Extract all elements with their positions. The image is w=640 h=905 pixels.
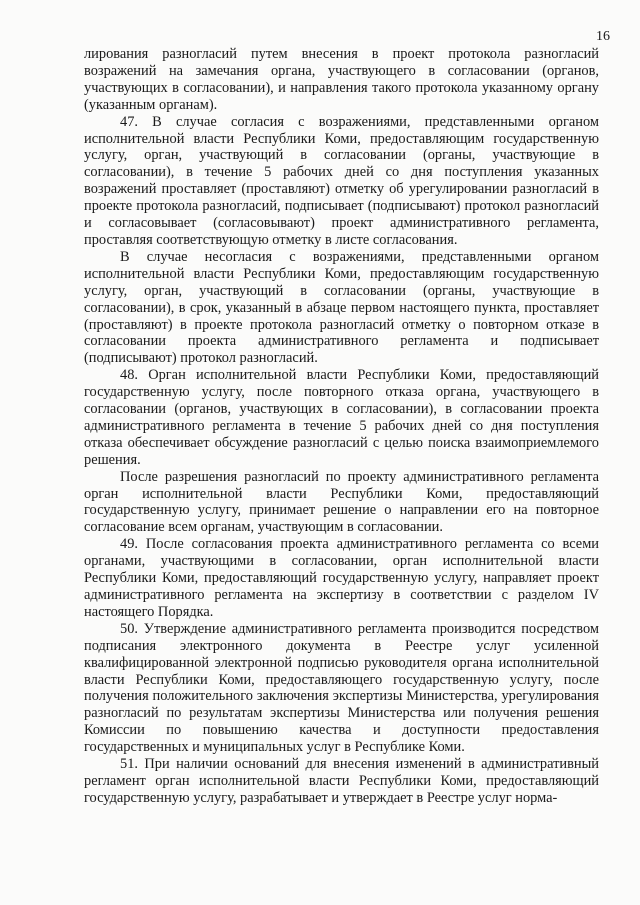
page-number: 16: [596, 29, 610, 44]
paragraph-continuation: лирования разногласий путем внесения в проект протокола разногласий возражений на замечания органа, участвующего в согласовании (органов, участвующих в согласовании), и направления такого протокола указанному органу (указанным органам).: [84, 46, 599, 113]
paragraph-47: 47. В случае согласия с возражениями, представленными органом исполнительной власти Республики Коми, предоставляющим государственную услугу, орган, участвующий в согласовании (органы, участвующие в согласовании), в течение 5 рабочих дней со дня поступления указанных возражений проставляет (проставляют) отметку об урегулировании разногласий в проекте протокола разногласий, подписывает (подписывают) протокол разногласий и согласовывает (согласовывают) проект административного регламента, проставляя соответствующую отметку в листе согласования.: [84, 113, 599, 248]
paragraph-49: 49. После согласования проекта административного регламента со всеми органами, участвующими в согласовании, орган исполнительной власти Республики Коми, предоставляющий государственную услугу, направляет проект административного регламента на экспертизу в соответствии с разделом IV настоящего Порядка.: [84, 536, 599, 620]
paragraph-48-resolution: После разрешения разногласий по проекту административного регламента орган исполнительной власти Республики Коми, предоставляющий государственную услугу, принимает решение о направлении его на повторное согласование всем органам, участвующим в согласовании.: [84, 468, 599, 536]
paragraph-50: 50. Утверждение административного регламента производится посредством подписания электронного документа в Реестре услуг усиленной квалифицированной электронной подписью руководителя органа исполнительной власти Республики Коми, предоставляющего государственную услугу, после получения положительного заключения экспертизы Министерства, урегулирования разногласий по результатам экспертизы Министерства или получения решения Комиссии по повышению качества и доступности предоставления государственных и муниципальных услуг в Республике Коми.: [84, 620, 599, 756]
body-text: [84, 46, 599, 807]
paragraph-47-disagreement: В случае несогласия с возражениями, представленными органом исполнительной власти Республики Коми, предоставляющим государственную услугу, орган, участвующий в согласовании (органы, участвующие в согласовании), в срок, указанный в абзаце первом настоящего пункта, проставляет (проставляют) в проекте протокола разногласий отметку о повторном отказе в согласовании проекта административного регламента и подписывает (подписывают) протокол разногласий.: [84, 248, 599, 367]
paragraph-51: 51. При наличии оснований для внесения изменений в административный регламент орган исполнительной власти Республики Коми, предоставляющий государственную услугу, разрабатывает и утверждает в Реестре услуг норма-: [84, 756, 599, 806]
paragraph-48: 48. Орган исполнительной власти Республики Коми, предоставляющий государственную услугу, после повторного отказа органа, участвующего в согласовании (органов, участвующих в согласовании), в согласовании проекта административного регламента в течение 5 рабочих дней со дня поступления отказа обеспечивает обсуждение разногласий с целью поиска взаимоприемлемого решения.: [84, 367, 599, 468]
